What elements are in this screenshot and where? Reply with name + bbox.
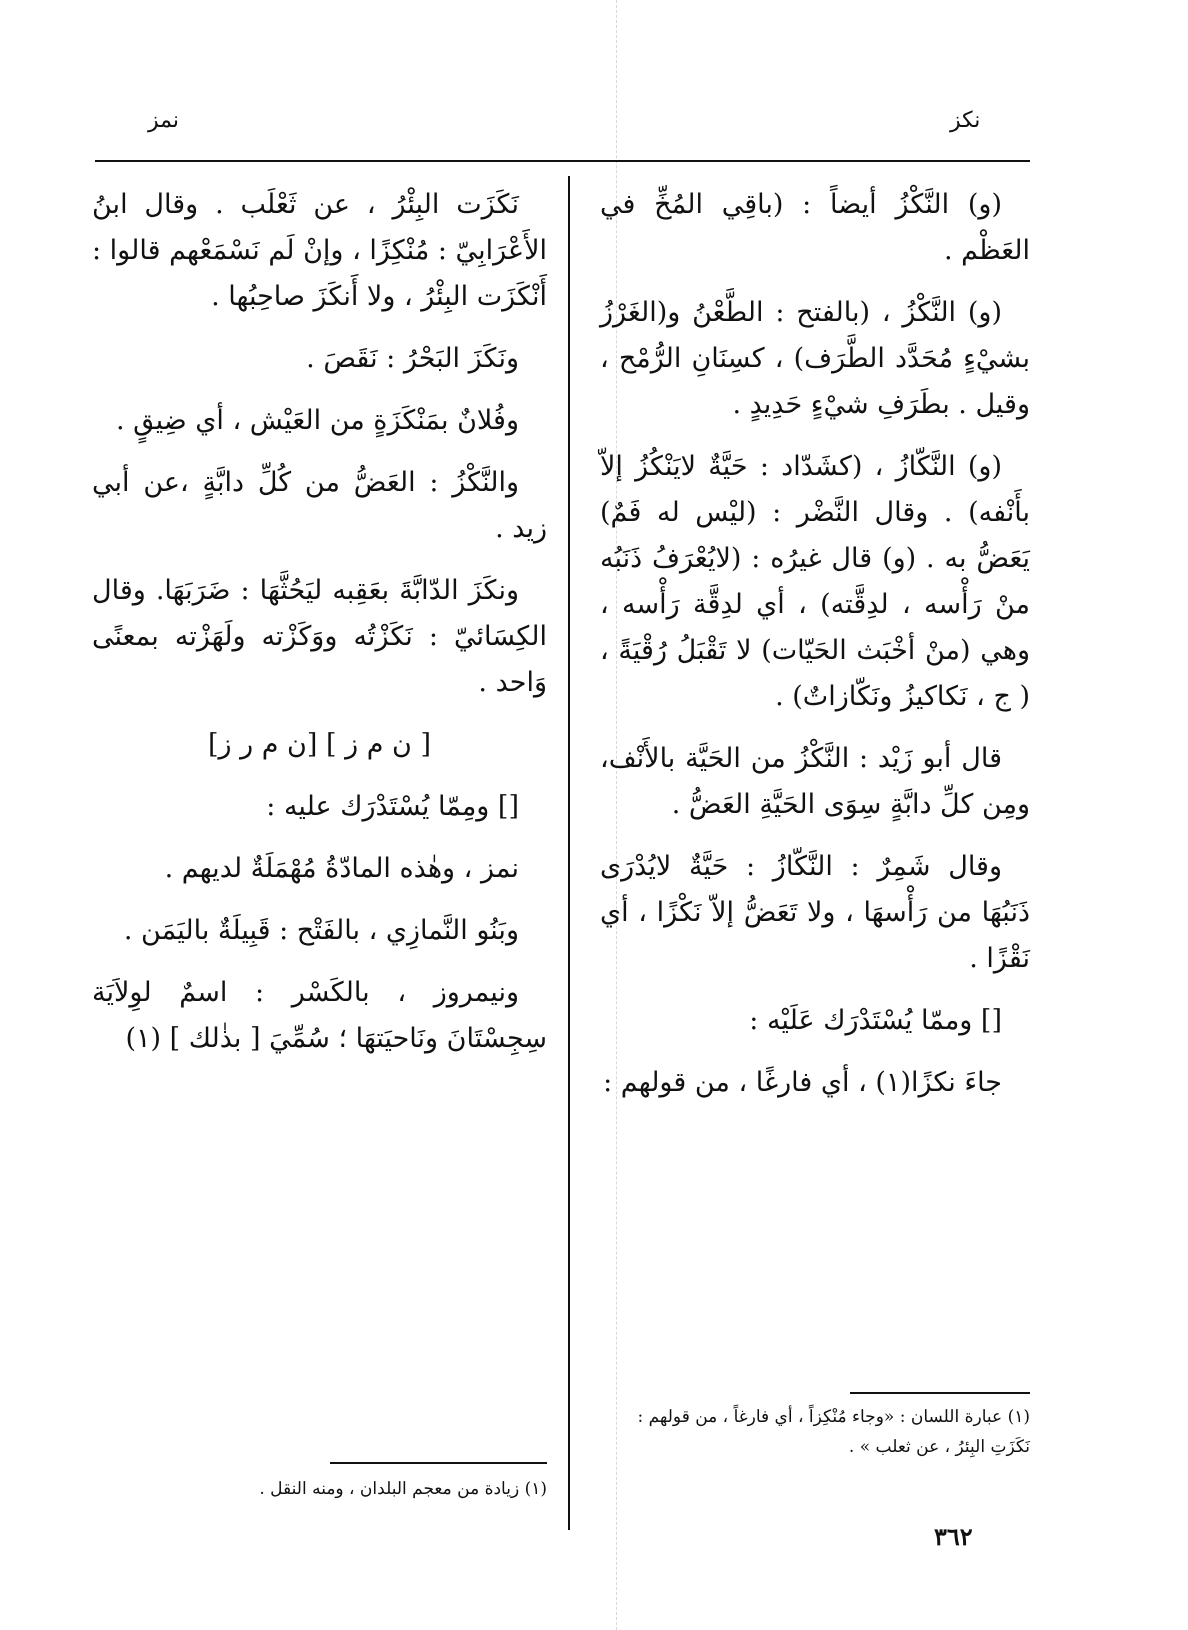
left-paragraph-1: نَكَزَت البِئْرُ ، عن ثَعْلَب . وقال ابنُ الأَعْرَابِيّ : مُنْكِزًا ، وإنْ لَم نَسْمَعْهم قالوا : أَنْكَزَت البِئْرُ ، ولا أَنكَزَ صاحِبُها . bbox=[92, 189, 547, 312]
left-paragraph-3: وفُلانٌ بمَنْكَزَةٍ من العَيْش ، أي ضِيقٍ . bbox=[115, 405, 519, 436]
root-heading: [ ن م ز ] [ن م ر ز] bbox=[207, 729, 431, 760]
left-paragraph-8: نمز ، وهٰذه المادّةُ مُهْمَلَةٌ لديهم . bbox=[164, 853, 519, 884]
right-paragraph-7: جاءَ نكزًا(١) ، أي فارغًا ، من قولهم : bbox=[603, 1067, 1002, 1098]
footnote-rule-left bbox=[330, 1462, 547, 1464]
right-column bbox=[600, 182, 1030, 1122]
header-entry-right: نكز bbox=[950, 108, 981, 133]
right-paragraph-3: (و) النَّكّازُ ، (كشَدّاد : حَيَّةٌ لايَنْكُزُ إلاّ بأَنْفه) . وقال النَّضْر : (ليْس له فَمٌ) يَعَضُّ به . (و) قال غيرُه : (لايُعْرَفُ ذَنَبُه منْ رَأْسه ، لدِقَّته) ، أي لدِقَّة رَأْسه ، وهي (منْ أخْبَث الحَيّات) لا تَقْبَلُ رُقْيَةً ،( ج ، نَكاكيزُ ونَكّازاتٌ) . bbox=[600, 451, 1030, 712]
left-paragraph-9: وبَنُو النَّمازِي ، بالفَتْح : قَبِيلَةٌ باليَمَن . bbox=[123, 915, 519, 946]
header-rule bbox=[95, 160, 1030, 162]
right-paragraph-4: قال أبو زَيْد : النَّكْزُ من الحَيَّة بالأَنْف، ومِن كلِّ دابَّةٍ سِوَى الحَيَّةِ العَضُّ . bbox=[600, 743, 1030, 820]
right-paragraph-6: [] وممّا يُسْتَدْرَك عَلَيْه : bbox=[749, 1005, 1002, 1036]
right-paragraph-2: (و) النَّكْزُ ، (بالفتح : الطَّعْنُ و(الغَرْزُ بشيْءٍ مُحَدَّد الطَّرَف) ، كسِنَانِ الرُّمْح ، وقيل . بطَرَفِ شيْءٍ حَدِيدٍ . bbox=[600, 297, 1030, 420]
column-divider bbox=[568, 176, 570, 1530]
left-paragraph-5: ونكَزَ الدّابَّةَ بعَقِبه ليَحُثَّهَا : ضَرَبَهَا. وقال الكِسَائيّ : نَكَزْتُه ووَكَزْته ولَهَزْته بمعنًى وَاحد . bbox=[92, 575, 547, 698]
header-entry-left: نمز bbox=[148, 108, 179, 133]
left-paragraph-2: ونَكَزَ البَحْرُ : نَقَصَ . bbox=[306, 343, 519, 374]
footnote-right: (١) عبارة اللسان : «وجاء مُنْكِزاً ، أي فارغاً ، من قولهم : نَكَزَتِ البِئرُ ، عن ثعلب » . bbox=[637, 1407, 1030, 1457]
right-paragraph-1: (و) النَّكْزُ أيضاً : (باقِي المُخِّ في العَظْم . bbox=[600, 189, 1030, 266]
left-column bbox=[92, 182, 547, 1078]
left-paragraph-4: والنَّكْزُ : العَضُّ من كُلِّ دابَّةٍ ،عن أبي زيد . bbox=[92, 467, 547, 544]
right-paragraph-5: وقال شَمِرٌ : النَّكّازُ : حَيَّةٌ لايُدْرَى ذَنَبُهَا من رَأْسهَا ، ولا تَعَضُّ إلاّ نَكْزًا ، أي نَقْزًا . bbox=[600, 851, 1030, 974]
left-paragraph-10: ونيمروز ، بالكَسْر : اسمٌ لوِلاَيَة سِجِسْتَانَ ونَاحيَتهَا ؛ سُمِّيَ [ بذٰلك ] (١) bbox=[92, 977, 547, 1054]
footnote-left: (١) زيادة من معجم البلدان ، ومنه النقل . bbox=[259, 1479, 547, 1499]
page-number: ٣٦٢ bbox=[934, 1522, 973, 1551]
left-paragraph-7: [] ومِمّا يُسْتَدْرَك عليه : bbox=[266, 791, 519, 822]
footnote-rule-right bbox=[850, 1392, 1030, 1394]
